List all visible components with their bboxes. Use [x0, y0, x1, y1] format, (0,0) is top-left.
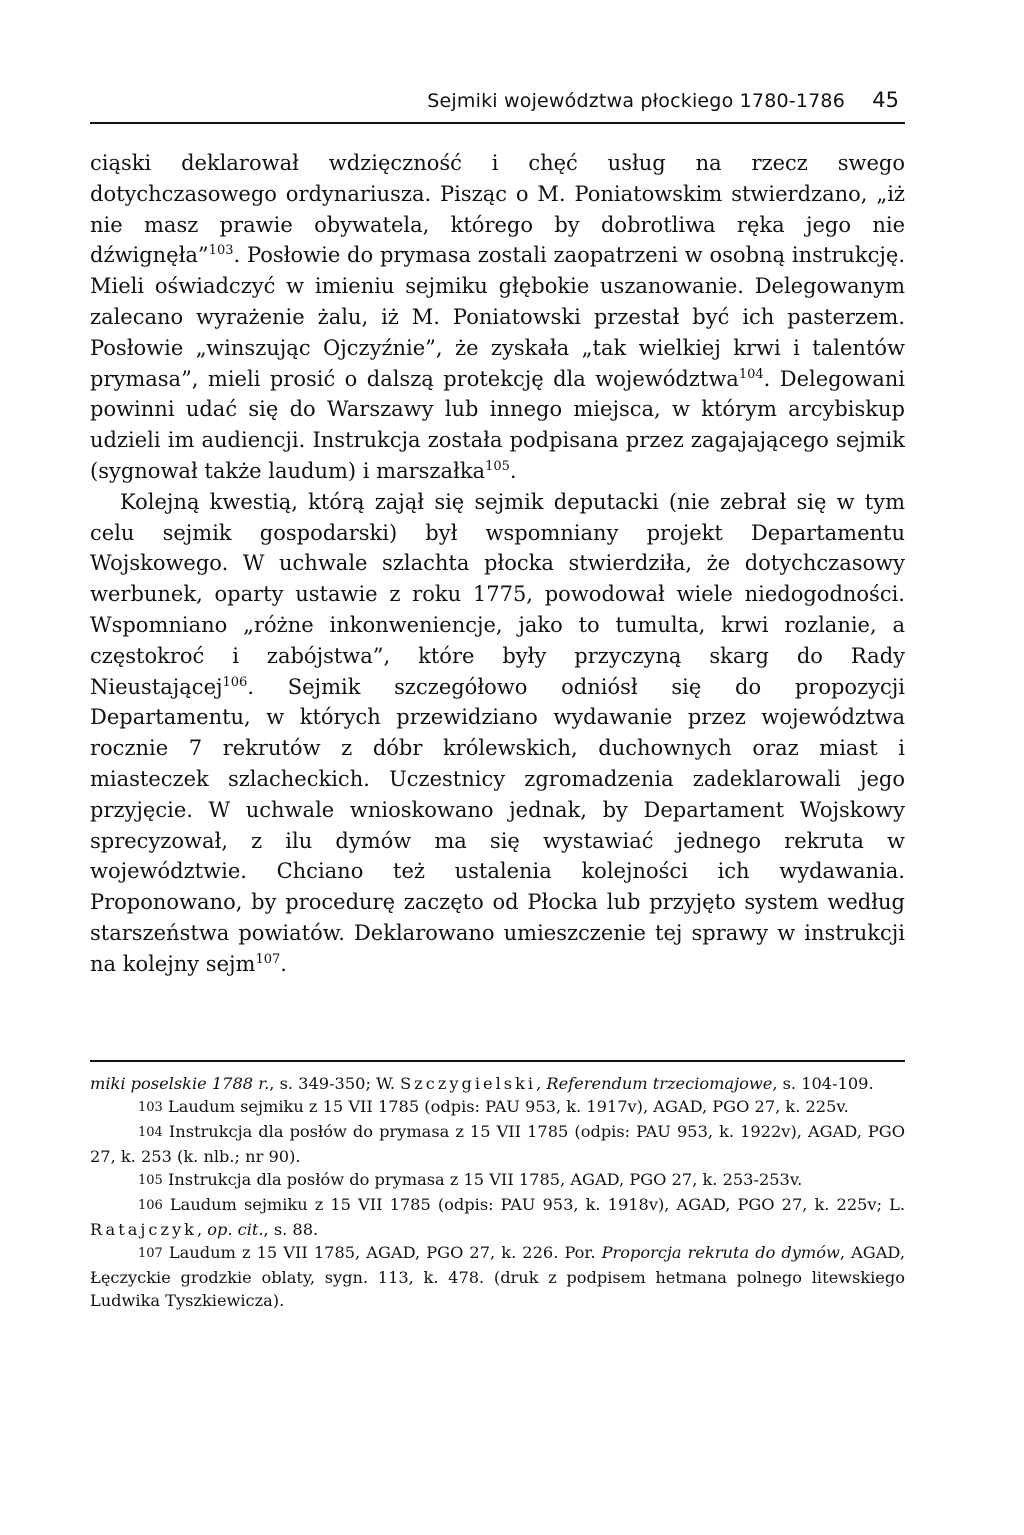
footnote-text: Laudum sejmiku z 15 VII 1785 (odpis: PAU 953, k. 1917v), AGAD, PGO 27, k. 225v.: [167, 1097, 849, 1116]
footnote-107: [90, 1241, 905, 1312]
text-run: ,: [196, 1220, 208, 1239]
text-run: ,: [536, 1074, 547, 1093]
footnote-104: [90, 1120, 905, 1168]
text-run: . Delegowani powinni udać się do Warszawy lub innego miejsca, w którym arcybiskup udzieli im audiencji. Instrukcja została podpisana przez zagajającego sejmik (sygnował także laudum) i marszałka: [90, 366, 905, 483]
running-header: [90, 88, 905, 124]
text-run: Kolejną kwestią, którą zajął się sejmik deputacki (nie zebrał się w tym celu sejmik gospodarski) był wspomniany projekt Departamentu Wojskowego. W uchwale szlachta płocka stwierdziła, że dotychczasowy werbunek, oparty ustawie z roku 1775, powodował wiele niedogodności. Wspomniano „różne inkonweniencje, jako to tumulta, krwi rozlanie, a częstokroć i zabójstwa”, które były przyczyną skarg do Rady Nieustającej: [90, 489, 905, 699]
footnote-text: Laudum z 15 VII 1785, AGAD, PGO 27, k. 226. Por.: [168, 1243, 602, 1262]
footnotes: [90, 1072, 905, 1312]
footnote-ref: 106: [222, 674, 248, 690]
text-run: . Sejmik szczegółowo odniósł się do propozycji Departamentu, w których przewidziano wydawanie przez województwa rocznie 7 rekrutów z dóbr królewskich, duchownych oraz miast i miasteczek szlacheckich. Uczestnicy zgromadzenia zadeklarowali jego przyjęcie. W uchwale wnioskowano jednak, by Departament Wojskowy sprecyzował, z ilu dymów ma się wystawiać jednego rekruta w województwie. Chciano też ustalenia kolejności ich wydawania. Proponowano, by procedurę zaczęto od Płocka lub przyjęto system według starszeństwa powiatów. Deklarowano umieszczenie tej sprawy w instrukcji na kolejny sejm: [90, 674, 905, 976]
footnote-103: [90, 1095, 905, 1120]
footnote-divider: [90, 1060, 905, 1062]
text-run: . Posłowie do prymasa zostali zaopatrzeni w osobną instrukcję. Mieli oświadczyć w imieniu sejmiku głębokie uszanowanie. Delegowanym zalecano wyrażenie żalu, iż M. Poniatowski przestał być ich pasterzem. Posłowie „winszując Ojczyźnie”, że zyskała „tak wielkiej krwi i talentów prymasa”, mieli prosić o dalszą protekcję dla województwa: [90, 243, 905, 391]
text-run: , s. 349-350; W.: [269, 1074, 401, 1093]
book-page: [90, 0, 905, 1535]
text-run: .: [280, 951, 287, 976]
footnote-ref: 107: [255, 951, 281, 967]
running-title: Sejmiki województwa płockiego 1780-1786: [427, 90, 845, 112]
footnote-number: 107: [138, 1246, 163, 1261]
footnote-ref: 104: [738, 366, 764, 382]
footnote-text: Instrukcja dla posłów do prymasa z 15 VII 1785 (odpis: PAU 953, k. 1922v), AGAD, PGO 27, k. 253 (k. nlb.; nr 90).: [90, 1122, 905, 1166]
text-run: .: [509, 458, 517, 483]
italic-title: op. cit.: [207, 1220, 264, 1239]
footnote-number: 105: [138, 1173, 163, 1188]
text-run: ciąski deklarował wdzięczność i chęć usług na rzecz swego dotychczasowego ordynariusza. Pisząc o M. Poniatowskim stwierdzano, „iż nie masz prawie obywatela, którego by dobrotliwa ręka jego nie dźwignęła”: [90, 151, 905, 268]
footnote-number: 103: [138, 1100, 163, 1115]
text-run: , s. 88.: [263, 1220, 319, 1239]
footnote-text: Laudum sejmiku z 15 VII 1785 (odpis: PAU 953, k. 1918v), AGAD, PGO 27, k. 225v; L.: [169, 1195, 905, 1214]
footnote-ref: 105: [485, 458, 510, 474]
page-number: 45: [872, 88, 899, 112]
author-name: Ratajczyk: [90, 1220, 197, 1239]
paragraph: [90, 487, 905, 980]
footnote-ref: 103: [208, 243, 234, 259]
italic-title: miki poselskie 1788 r.: [90, 1074, 270, 1093]
footnote-continuation: [90, 1072, 905, 1095]
italic-title: Referendum trzeciomajowe: [546, 1074, 773, 1093]
footnote-number: 106: [138, 1198, 163, 1213]
author-name: Szczygielski: [400, 1074, 537, 1093]
footnote-number: 104: [138, 1125, 163, 1140]
text-run: , AGAD, Łęczyckie grodzkie oblaty, sygn. 113, k. 478. (druk z podpisem hetmana polnego litewskiego Ludwika Tyszkiewicza).: [90, 1243, 905, 1310]
italic-title: Proporcja rekruta do dymów: [601, 1243, 840, 1262]
footnote-105: [90, 1168, 905, 1193]
footnote-text: Instrukcja dla posłów do prymasa z 15 VII 1785, AGAD, PGO 27, k. 253-253v.: [167, 1170, 803, 1189]
text-run: , s. 104-109.: [772, 1074, 874, 1093]
footnote-106: [90, 1193, 905, 1241]
paragraph: [90, 148, 905, 487]
main-text: [90, 148, 905, 980]
